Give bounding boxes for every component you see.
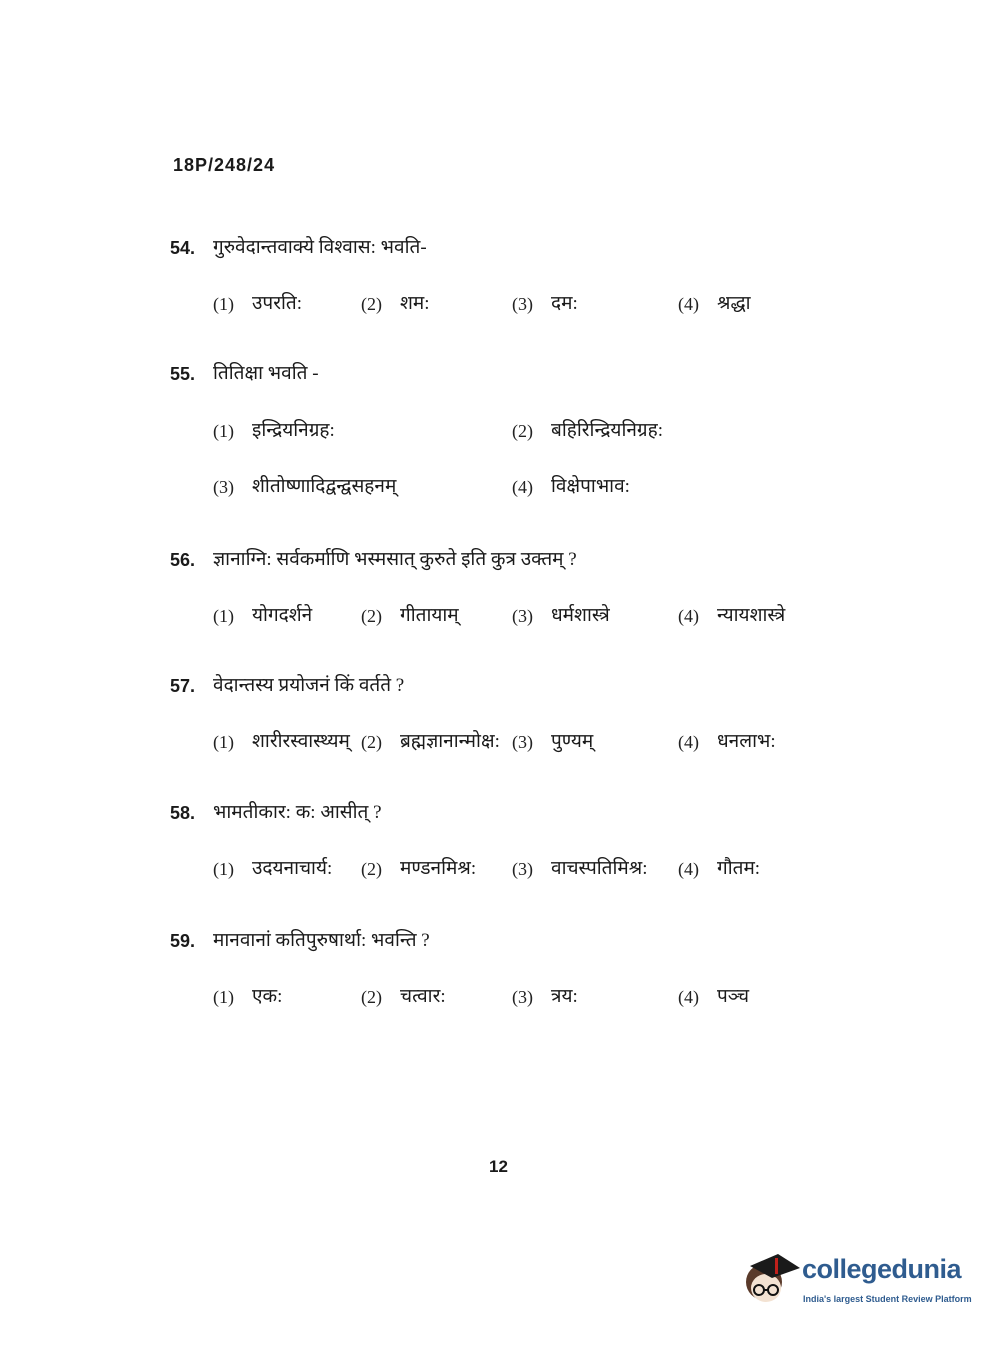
option-label: (1) (213, 606, 234, 626)
option-label: (2) (361, 859, 382, 879)
option-text: श्रद्धा (717, 293, 751, 314)
option-text: इन्द्रियनिग्रह: (252, 420, 335, 441)
option-label: (4) (678, 606, 699, 626)
option-label: (3) (512, 987, 533, 1007)
option-text: शम: (400, 293, 430, 314)
question-number: 59. (170, 931, 196, 951)
option-label: (1) (213, 987, 234, 1007)
option-label: (2) (361, 294, 382, 314)
logo-brand: collegedunia (802, 1254, 962, 1284)
option-label: (2) (361, 987, 382, 1007)
option-label: (4) (678, 294, 699, 314)
question-text: मानवानां कतिपुरुषार्था: भवन्ति ? (213, 930, 430, 951)
collegedunia-logo (742, 1250, 972, 1312)
mascot-icon (742, 1250, 800, 1312)
option-label: (3) (512, 732, 533, 752)
option-text: शीतोष्णादिद्वन्द्वसहनम् (252, 476, 397, 497)
option-text: ब्रह्मज्ञानान्मोक्ष: (400, 731, 500, 752)
option-label: (2) (361, 606, 382, 626)
option-text: पञ्च (717, 986, 750, 1007)
option-label: (4) (678, 732, 699, 752)
question-number: 57. (170, 676, 196, 696)
logo-tagline: India's largest Student Review Platform (803, 1294, 972, 1304)
option-text: विक्षेपाभाव: (551, 476, 630, 497)
option-label: (1) (213, 421, 234, 441)
question-text: वेदान्तस्य प्रयोजनं किं वर्तते ? (213, 675, 405, 696)
option-text: गौतम: (717, 858, 761, 879)
question-number: 56. (170, 550, 196, 570)
question-text: भामतीकार: क: आसीत् ? (213, 802, 382, 823)
option-text: दम: (551, 293, 578, 314)
option-text: त्रय: (551, 986, 578, 1007)
option-text: न्यायशास्त्रे (717, 605, 786, 626)
option-text: योगदर्शने (252, 605, 313, 626)
option-label: (3) (512, 859, 533, 879)
option-text: वाचस्पतिमिश्र: (551, 858, 648, 879)
question-number: 55. (170, 364, 196, 384)
option-label: (4) (678, 987, 699, 1007)
option-label: (3) (512, 606, 533, 626)
page-number: 12 (489, 1157, 508, 1176)
question-number: 58. (170, 803, 196, 823)
option-text: धनलाभ: (717, 731, 776, 752)
option-label: (4) (678, 859, 699, 879)
option-label: (4) (512, 477, 533, 497)
question-text: गुरुवेदान्तवाक्ये विश्वास: भवति- (213, 237, 427, 258)
option-text: उपरति: (252, 293, 303, 314)
option-text: धर्मशास्त्रे (551, 605, 610, 626)
option-label: (3) (213, 477, 234, 497)
question-number: 54. (170, 238, 196, 258)
option-text: चत्वार: (400, 986, 446, 1007)
option-label: (3) (512, 294, 533, 314)
option-text: बहिरिन्द्रियनिग्रह: (551, 420, 664, 441)
option-label: (2) (512, 421, 533, 441)
question-text: तितिक्षा भवति - (213, 363, 319, 384)
option-label: (1) (213, 859, 234, 879)
option-text: शारीरस्वास्थ्यम् (252, 731, 350, 752)
paper-code: 18P/248/24 (173, 155, 276, 175)
option-label: (1) (213, 732, 234, 752)
option-text: पुण्यम् (551, 731, 594, 752)
option-label: (2) (361, 732, 382, 752)
question-text: ज्ञानाग्नि: सर्वकर्माणि भस्मसात् कुरुते इति कुत्र उक्तम् ? (213, 549, 577, 570)
option-text: मण्डनमिश्र: (400, 858, 477, 879)
option-text: गीतायाम् (400, 605, 459, 626)
option-label: (1) (213, 294, 234, 314)
option-text: उदयनाचार्य: (252, 858, 333, 879)
option-text: एक: (252, 986, 283, 1007)
